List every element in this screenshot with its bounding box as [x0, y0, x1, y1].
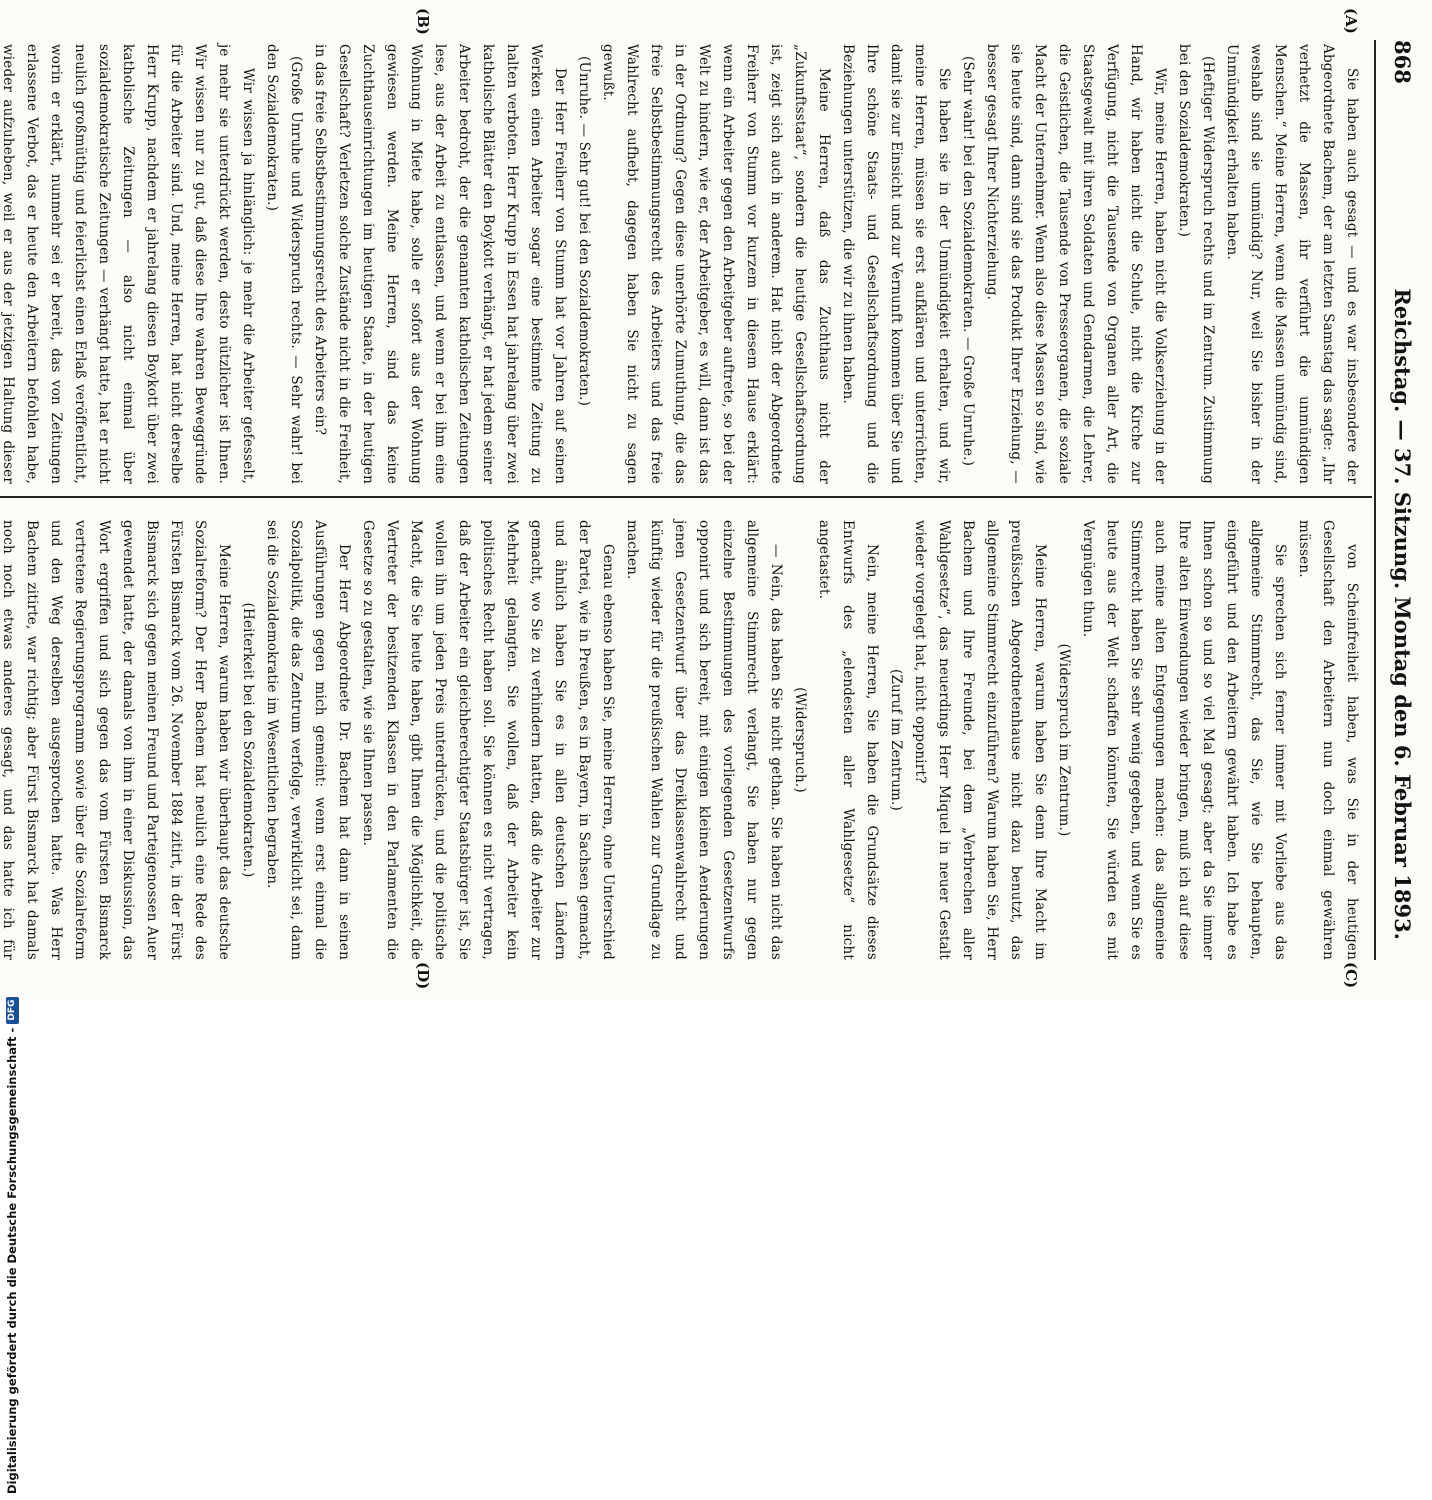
paragraph: Meine Herren, daß das Zuchthaus nicht der „Zukunftsstaat“, sondern die heutige Gesellschaftsordnung ist, zeigt sich auch in anderem. Hat nicht der Abgeordnete Freiherr von Stumm vor kurzem in diesem Hause erklärt: wenn ein Arbeiter gegen den Arbeitgeber auftrete, so bei der Welt zu hindern, wie er, der Arbeitgeber, es will, dann ist das in der Ordnung? Gegen diese unerhörte Zumuthung, die das freie Selbstbestimmungsrecht des Arbeiters und das freie Wahlrecht aufhebt, dagegen haben Sie nicht zu sagen gewußt.	[600, 44, 832, 484]
paragraph: — Nein, das haben Sie nicht gethan. Sie haben nicht das allgemeine Stimmrecht verlangt, Sie haben nur gegen einzelne Bestimmungen des vorliegenden Gesetzentwurfs opponirt und sich bereit, mit einigen kleinen Aenderungen jenen Gesetzentwurf über das Dreiklassenwahlrecht und künftig wieder für die preußischen Wahlen zur Grundlage zu machen.	[624, 520, 784, 960]
paragraph: Der Herr Freiherr von Stumm hat vor Jahren auf seinen Werken einen Arbeiter sogar eine bestimmte Zeitung zu halten verboten. Herr Krupp in Essen hat jahrelang über zwei katholische Blätter den Boykott verhängt, er hat jedem seiner Arbeiter bedroht, der die genannten katholischen Zeitungen lese, aus der Arbeit zu entlassen, und wenn er bei ihm eine Wohnung in Miete habe, solle er sofort aus der Wohnung gewiesen werden. Meine Herren, sind das keine Zuchthauseinrichtungen im heutigen Staate, in der heutigen Gesellschaft? Verletzen solche Zustände nicht in die Freiheit, in das freie Selbstbestimmungsrecht des Arbeiters ein?	[312, 44, 568, 484]
column-divider	[0, 496, 1372, 498]
dfg-logo: DFG	[6, 997, 19, 1024]
page-title: Reichstag. — 37. Sitzung. Montag den 6. Februar 1893.	[1390, 288, 1416, 940]
credit-strip	[0, 500, 24, 1494]
margin-mark-a: (A)	[1342, 8, 1360, 34]
paragraph: (Widerspruch im Zentrum.)	[1056, 643, 1072, 837]
paragraph: (Heiterkeit bei den Sozialdemokraten.)	[240, 602, 256, 878]
paragraph: Der Herr Abgeordnete Dr. Bachem hat dann in seinen Ausführungen gegen mich gemeint: wenn erst einmal die Sozialpolitik, die das Zentrum verfolge, verwirklicht sei, dann sei die Sozialdemokratie im Wesentlichen begraben.	[264, 520, 352, 960]
paragraph: Wir wissen ja hinlänglich: je mehr die Arbeiter gefesselt, je mehr sie unterdrückt werden, desto nützlicher ist Ihnen. Wir wissen nur zu gut, daß diese Ihre wahren Beweggründe für die Arbeiter sind. Und, meine Herren, hat nicht derselbe Herr Krupp, nachdem er jahrelang diesen Boykott über zwei katholische Zeitungen — also nicht einmal über sozialdemokratische Zeitungen — verhängt hatte, hat er nicht neulich großmüthig und feierlichst einen Erlaß veröffentlicht, worin er erklärt, nunmehr sei er bereit, das von Zeitungen erlassene Verbot, das er heute den Arbeitern befohlen habe, wieder aufzuheben, weil er aus der jetzigen Haltung dieser	[0, 44, 256, 484]
paragraph: (Heftiger Widerspruch rechts und im Zentrum. Zustimmung bei den Sozialdemokraten.)	[1176, 44, 1216, 484]
paragraph: Genau ebenso haben Sie, meine Herren, ohne Unterschied der Partei, wie in Preußen, es in Bayern, in Sachsen gemacht, und ähnlich haben Sie es in allen deutschen Ländern gemacht, wo Sie zu verhindern hatten, daß die Arbeiter zur Mehrheit gelangten. Sie wollen, daß der Arbeiter kein politisches Recht haben soll. Sie können es nicht vertragen, daß der Arbeiter ein gleichberechtigter Staatsbürger ist, Sie wollen ihn um jeden Preis unterdrücken, und die politische Macht, die Sie heute haben, gibt Ihnen die Möglichkeit, die Vertreter der besitzenden Klassen in den Parlamenten die Gesetze so zu gestalten, wie sie Ihnen passen.	[360, 520, 616, 960]
paragraph: (Zuruf im Zentrum.)	[888, 669, 904, 811]
page-header	[1388, 40, 1418, 940]
paragraph: Meine Herren, warum haben wir überhaupt das deutsche Sozialreform? Der Herr Bachem hat neulich eine Rede des Fürsten Bismarck vom 26. November 1884 zitirt, in der Fürst Bismarck sich gegen meinen Freund und Parteigenossen Auer gewendet hatte, der damals von ihm in einer Diskussion, das Wort ergriffen und sich gegen das vom Fürsten Bismarck vertretene Regierungsprogramm sowie über die Sozialreform und den Weg derselben ausgesprochen hatte. Was Herr Bachem zitirte, war richtig; aber Fürst Bismarck hat damals noch noch etwas anderes gesagt, und das hatte ich für	[0, 520, 232, 960]
paragraph: (Sehr wahr! bei den Sozialdemokraten. — Große Unruhe.)	[960, 56, 976, 467]
margin-mark-b: (B)	[414, 8, 432, 35]
page-number: 868	[1390, 40, 1416, 84]
paragraph: Wir, meine Herren, haben nicht die Volkserziehung in der Hand, wir haben nicht die Schule, nicht die Kirche zur Verfügung, nicht die Tausende von Organen aller Art, die Staatsgewalt mit ihren Soldaten und Gendarmen, die Lehrer, die Geistlichen, die Tausende von Presseorganen, die soziale Macht der Unternehmer. Wenn also diese Massen so sind, wie sie heute sind, dann sind sie das Produkt Ihrer Erziehung, — besser gesagt Ihrer Nichterziehung.	[984, 44, 1168, 484]
paragraph: Sie sprechen sich ferner immer mit Vorliebe aus das allgemeine Stimmrecht, das Sie, wie Sie behaupten, eingeführt und den Arbeitern gewährt haben. Ich habe es Ihnen schon so und so viel Mal gesagt; aber da Sie immer Ihre alten Einwendungen wieder bringen, muß ich auf diese auch meine alten Entgegnungen machen: das allgemeine Stimmrecht haben Sie sehr wenig gegeben, und wenn Sie es heute aus der Welt schaffen könnten, Sie würden es mit Vergnügen thun.	[1080, 520, 1288, 960]
paragraph: von Scheinfreiheit haben, was Sie in der heutigen Gesellschaft den Arbeitern nun doch einmal gewähren müssen.	[1296, 520, 1360, 960]
margin-mark-c: (C)	[1342, 962, 1360, 989]
credit-text: Digitalisierung gefördert durch die Deutsche Forschungsgemeinschaft -	[5, 1027, 19, 1494]
paragraph: (Widerspruch.)	[792, 687, 808, 793]
paragraph: (Unruhe. — Sehr gut! bei den Sozialdemokraten.)	[576, 56, 592, 407]
margin-mark-d: (D)	[414, 962, 432, 990]
paragraph: (Große Unruhe und Widerspruch rechts. — Sehr wahr! bei den Sozialdemokraten.)	[264, 44, 304, 484]
left-text-column	[0, 44, 1364, 484]
paragraph: Sie haben auch gesagt — und es war insbesondere der Abgeordnete Bachem, der am letzten Samstag das sagte: „Ihr verhetzt die Massen, ihr verführt die unmündigen Menschen.“ Meine Herren, wenn die Massen unmündig sind, weshalb sind sie unmündig? Nur, weil Sie bisher in der Unmündigkeit erhalten haben.	[1224, 44, 1360, 484]
paragraph: Sie haben sie in der Unmündigkeit erhalten, und wir, meine Herren, müssen sie erst aufklären und unterrichten, damit sie zur Einsicht und zur Vernunft kommen über Sie und Ihre schöne Staats- und Gesellschaftsordnung und die Beziehungen unterstützen, die wir zu ihnen haben.	[840, 44, 952, 484]
right-text-column	[0, 520, 1364, 960]
header-rule	[1374, 40, 1376, 960]
paragraph: Meine Herren, warum haben Sie denn Ihre Macht im preußischen Abgeordnetenhause nicht dazu benutzt, das allgemeine Stimmrecht einzuführen? Warum haben Sie, Herr Bachem und Ihre Freunde, bei dem „Verbrechen aller Wahlgesetze“, das neuerdings Herr Miquel in neuer Gestalt wieder vorgelegt hat, nicht opponirt?	[912, 520, 1048, 960]
paragraph: Nein, meine Herren, Sie haben die Grundsätze dieses Entwurfs des „elendesten aller Wahlgesetze“ nicht angetastet.	[816, 520, 880, 960]
